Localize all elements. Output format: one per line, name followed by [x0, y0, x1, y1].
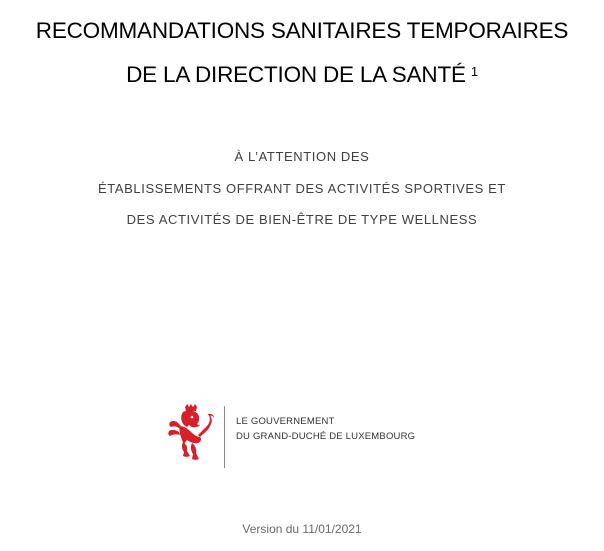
subtitle-line-3: DES ACTIVITÉS DE BIEN-ÊTRE DE TYPE WELLNESS — [126, 212, 478, 227]
subtitle-line-1: À L’ATTENTION DES — [234, 149, 370, 164]
government-name-line-1: LE GOUVERNEMENT — [236, 416, 335, 427]
title-text-2: DE LA DIRECTION DE LA SANTÉ — [126, 62, 466, 87]
red-lion-icon — [167, 404, 215, 464]
footnote-mark: 1 — [470, 64, 478, 79]
version-date: Version du 11/01/2021 — [242, 522, 362, 536]
subtitle-line-2: ÉTABLISSEMENTS OFFRANT DES ACTIVITÉS SPORTIVES ET — [98, 181, 506, 196]
document-title-line-2 — [0, 61, 604, 89]
document-title-line-1 — [0, 17, 604, 45]
government-name-line-2: DU GRAND-DUCHÉ DE LUXEMBOURG — [236, 431, 416, 442]
logo-divider — [224, 406, 225, 468]
title-text-1: RECOMMANDATIONS SANITAIRES TEMPORAIRES — [35, 18, 569, 43]
